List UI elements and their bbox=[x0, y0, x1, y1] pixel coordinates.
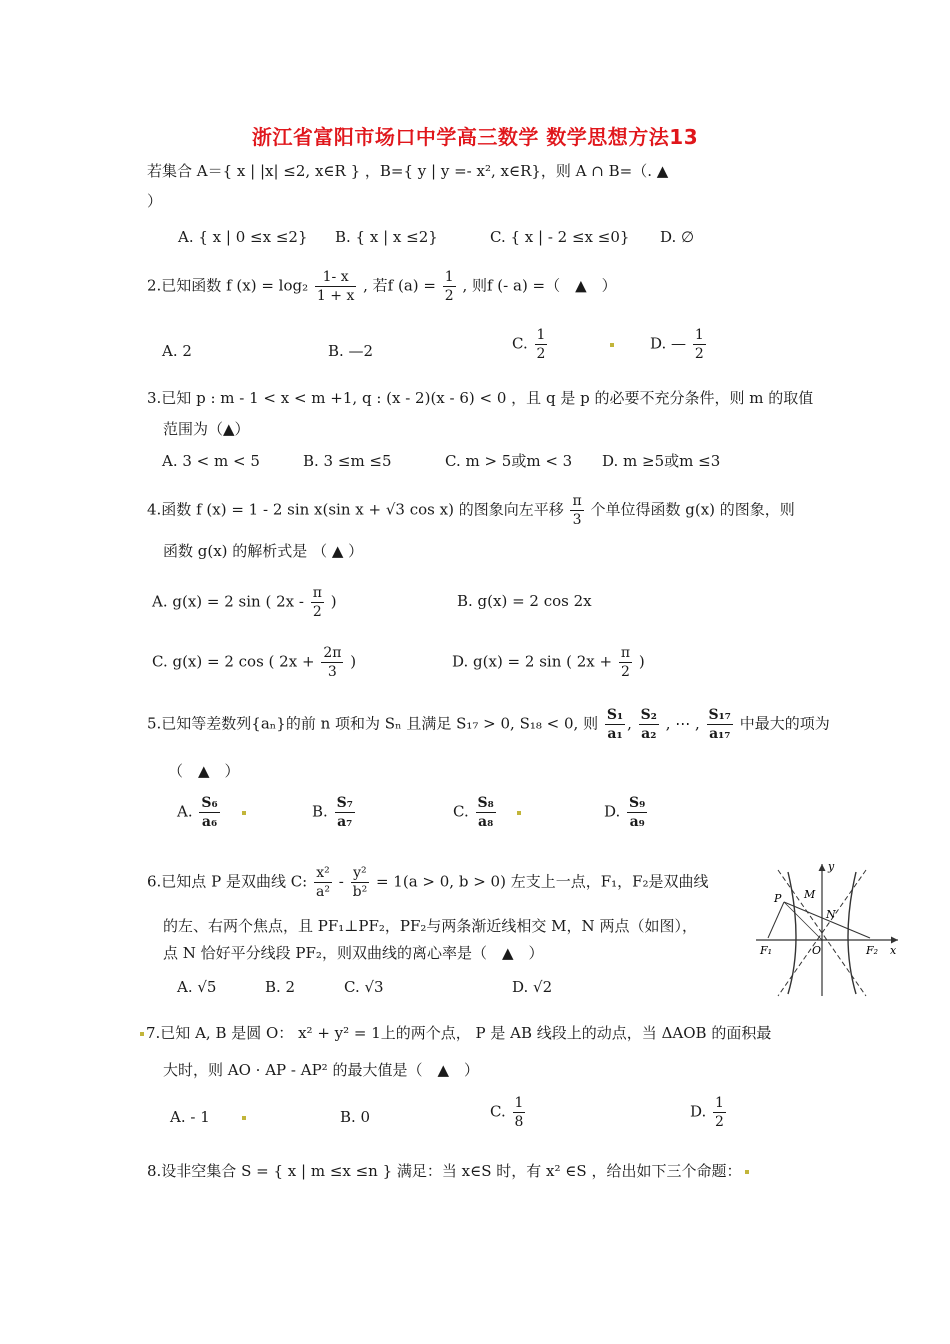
question-3: 3.已知 p : m - 1 < x < m +1, q : (x - 2)(x - 6) < 0 ，且 q 是 p 的必要不充分条件，则 m 的取值 bbox=[147, 389, 814, 407]
q4-option-d: D. g(x) = 2 sin ( 2x + $\frac{\pi}{2}$ ) bbox=[452, 645, 645, 680]
q1-option-d: D. ∅ bbox=[660, 228, 695, 246]
label-m: M bbox=[804, 888, 816, 901]
label-p: P bbox=[774, 892, 782, 905]
q4-option-c: C. g(x) = 2 cos ( 2x + $\frac{2\pi}{3}$ ) bbox=[152, 645, 357, 680]
question-7: 7.已知 A, B 是圆 O： x² + y² = 1上的两个点， P 是 AB 线段上的动点，当 ΔAOB 的面积最 bbox=[140, 1022, 771, 1044]
q5-option-c: C. $\frac{\text{S₈}}{\text{a₈}}$ bbox=[453, 796, 525, 829]
hyperbola-right-branch bbox=[848, 872, 856, 994]
q6-option-d: D. √2 bbox=[512, 978, 553, 996]
question-1-text: 若集合 A＝{ x | |x| ≤2, x∈R } ，B={ y | y =- x², x∈R}，则 A ∩ B=（. ▲ bbox=[147, 162, 669, 180]
label-f2: F₂ bbox=[866, 944, 879, 957]
question-8: 8.设非空集合 S = { x | m ≤x ≤n } 满足：当 x∈S 时，有 x² ∈S ，给出如下三个命题： bbox=[147, 1160, 753, 1182]
label-y: y bbox=[828, 860, 835, 873]
q6-option-c: C. √3 bbox=[344, 978, 384, 996]
q5-option-a: A. $\frac{\text{S₆}}{\text{a₆}}$ bbox=[177, 796, 250, 829]
label-o: O bbox=[812, 944, 822, 957]
q4-option-b: B. g(x) = 2 cos 2x bbox=[457, 592, 592, 610]
q2-fraction-half: $\frac{1}{2}$ bbox=[444, 269, 454, 304]
question-7-line2: 大时，则 AO · AP - AP² 的最大值是（ ▲ ） bbox=[163, 1061, 479, 1079]
q5-option-b: B. $\frac{\text{S₇}}{\text{a₇}}$ bbox=[312, 795, 353, 830]
question-4-ask: 函数 g(x) 的解析式是 （ ▲ ） bbox=[163, 542, 364, 560]
question-4: 4.函数 f (x) = 1 - 2 sin x(sin x + √3 cos x) 的图象向左平移 $\frac{\pi}{3}$ 个单位得函数 g(x) 的图象，则 bbox=[147, 493, 795, 528]
hyperbola-figure bbox=[748, 858, 908, 998]
q2-option-a: A. 2 bbox=[162, 342, 192, 360]
q3-option-b: B. 3 ≤m ≤5 bbox=[303, 452, 392, 470]
question-5-blank: （ ▲ ） bbox=[168, 762, 240, 780]
q3-option-a: A. 3 < m < 5 bbox=[162, 452, 260, 470]
q6-option-a: A. √5 bbox=[177, 978, 217, 996]
q3-option-d: D. m ≥5或m ≤3 bbox=[602, 452, 721, 470]
question-3-range: 范围为（▲） bbox=[163, 420, 250, 438]
question-1 bbox=[147, 160, 668, 182]
question-6-line3: 点 N 恰好平分线段 PF₂，则双曲线的离心率是（ ▲ ） bbox=[163, 944, 544, 962]
label-x: x bbox=[890, 944, 897, 957]
hyperbola-left-branch bbox=[788, 872, 796, 994]
q1-option-c: C. { x | - 2 ≤x ≤0} bbox=[490, 228, 630, 246]
question-6-line2: 的左、右两个焦点，且 PF₁⊥PF₂，PF₂与两条渐近线相交 M，N 两点（如图）， bbox=[163, 917, 697, 935]
q7-option-b: B. 0 bbox=[340, 1108, 371, 1126]
q1-option-a: A. { x | 0 ≤x ≤2} bbox=[178, 228, 308, 246]
q7-option-a: A. - 1 bbox=[170, 1106, 250, 1128]
page-title: 浙江省富阳市场口中学高三数学 数学思想方法13 bbox=[251, 125, 699, 149]
q2-option-d: D. — $\frac{1}{2}$ bbox=[650, 327, 704, 362]
q7-option-c: C. $\frac{1}{8}$ bbox=[490, 1095, 524, 1130]
segment-pf1 bbox=[768, 902, 784, 938]
q2-option-b: B. —2 bbox=[328, 342, 374, 360]
question-2: 2.已知函数 f (x) = log₂ $\frac{1- x}{1 + x}$ , 若f (a) = $\frac{1}{2}$ , 则f (- a) =（ ▲ ） bbox=[147, 269, 617, 304]
q7-option-d: D. $\frac{1}{2}$ bbox=[690, 1095, 724, 1130]
q1-option-b: B. { x | x ≤2} bbox=[335, 228, 438, 246]
q4-option-a: A. g(x) = 2 sin ( 2x - $\frac{\pi}{2}$ ) bbox=[152, 585, 337, 620]
q2-option-c: C. $\frac{1}{2}$ bbox=[512, 328, 618, 361]
q2-fraction-log: $\frac{1- x}{1 + x}$ bbox=[316, 269, 355, 304]
question-6: 6.已知点 P 是双曲线 C: $\frac{\text{x²}}{\text{a²}}$ - $\frac{\text{y²}}{\text{b²}}$ = 1(a > 0, b > 0) 左支上一点，F₁，F₂是双曲线 bbox=[147, 865, 709, 900]
q6-option-b: B. 2 bbox=[265, 978, 296, 996]
q5-option-d: D. $\frac{\text{S₉}}{\text{a₉}}$ bbox=[604, 795, 646, 830]
segment-po bbox=[784, 902, 822, 940]
label-n: N bbox=[826, 908, 836, 921]
label-f1: F₁ bbox=[760, 944, 773, 957]
q3-option-c: C. m > 5或m < 3 bbox=[445, 452, 573, 470]
question-5: 5.已知等差数列{aₙ}的前 n 项和为 Sₙ 且满足 S₁₇ > 0, S₁₈ < 0, 则 $\frac{\text{S₁}}{\text{a₁}}$ , $\frac{\text{S₂}}{\text{a₂}}$ , ⋯ , $\frac{\text{S₁₇}}{\text{a₁₇}}$ 中最大的项为 bbox=[147, 707, 830, 742]
question-1-close: ） bbox=[147, 192, 163, 210]
